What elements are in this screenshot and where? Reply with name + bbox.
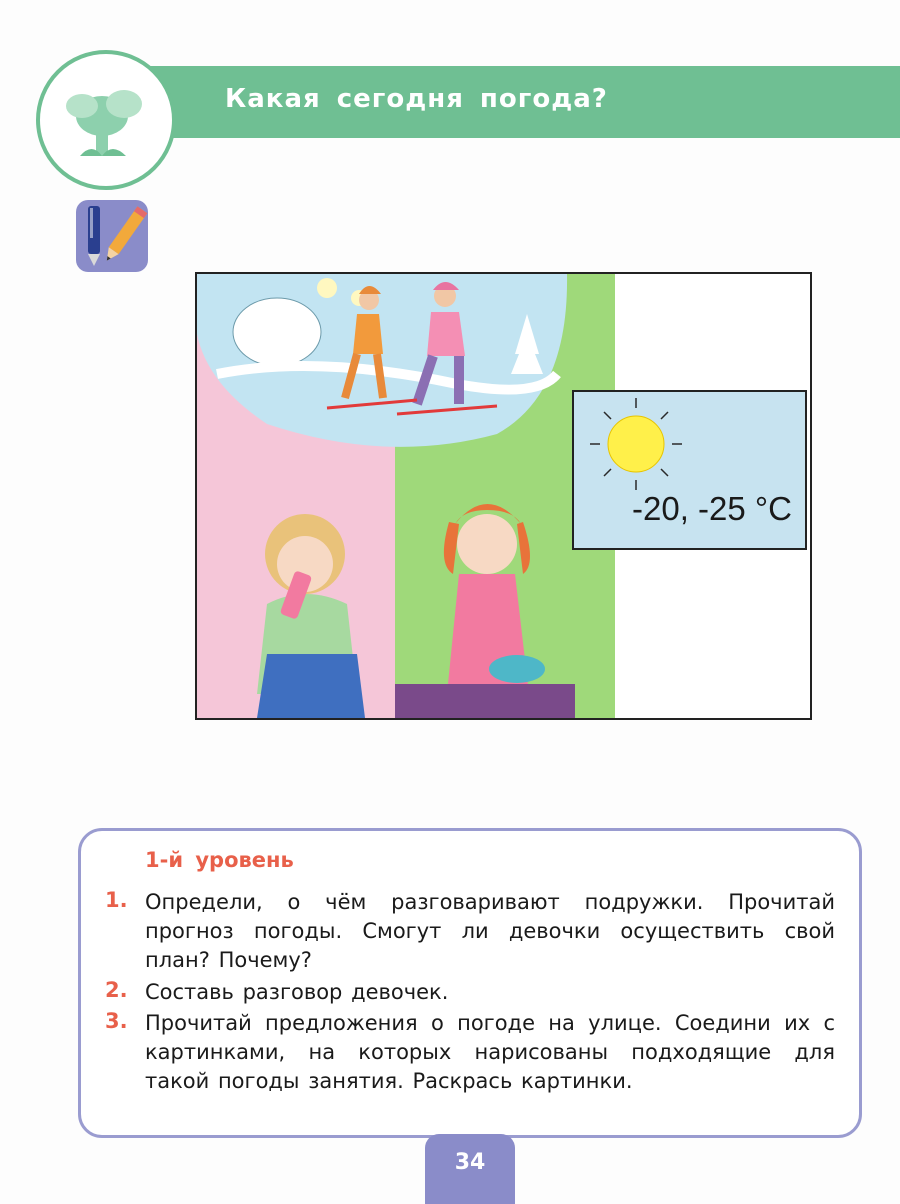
tree-cloud-icon [40, 54, 172, 186]
level-title: 1-й уровень [145, 848, 294, 872]
task-text: Составь разговор девочек. [145, 980, 449, 1004]
page-title: Какая сегодня погода? [225, 84, 608, 114]
task-text: Прочитай предложения о погоде на улице. Соедини их с картинками, на которых нарисованы подходящие для такой погоды занятия. Раскрась картинки. [145, 1011, 835, 1093]
task-number: 2. [105, 978, 128, 1002]
weather-emblem [36, 50, 176, 190]
pen-pencil-icon [76, 200, 148, 272]
task-number: 1. [105, 888, 128, 912]
task-number: 3. [105, 1009, 128, 1033]
task-text: Определи, о чём разговаривают подружки. Прочитай прогноз погоды. Смогут ли девочки осуществить свой план? Почему? [145, 890, 835, 972]
page-number: 34 [454, 1150, 486, 1175]
forecast-temperature: -20, -25 °C [632, 490, 792, 527]
